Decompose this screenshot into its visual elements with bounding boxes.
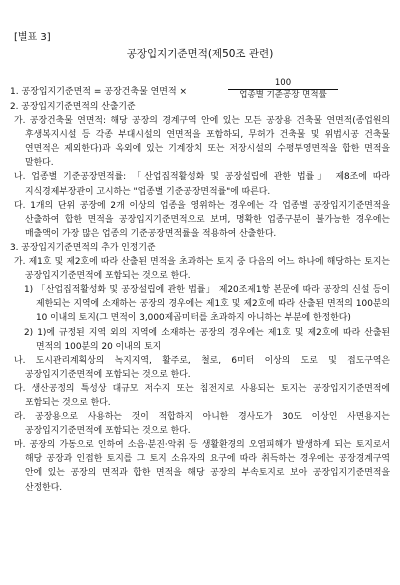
formula-numerator: 100	[274, 78, 292, 88]
document-body	[10, 100, 390, 495]
section-3-item-ra: 라. 공장용으로 사용하는 것이 적합하지 아니한 경사도가 30도 이상인 사면용지는 공장입지기준면적에 포함되는 것으로 한다.	[14, 412, 390, 437]
section-3-item-da: 다. 생산공정의 특성상 대규모 저수지 또는 침전지로 사용되는 토지는 공장입지기준면적에 포함되는 것으로 한다.	[14, 383, 390, 408]
section-3-heading: 3. 공장입지기준면적의 추가 인정기준	[10, 242, 156, 253]
formula-lhs: 1. 공장입지기준면적 = 공장건축물 연면적 ×	[10, 87, 188, 97]
section-3-sub-item-1: 1) 「산업집적활성화 및 공장설립에 관한 법률」 제20조제1항 본문에 따라 공장의 신설 등이 제한되는 지역에 소재하는 공장의 경우에는 제1호 및 제2호에 따라 산출된 면적의 100분의 10 이내의 토지(그 면적이 3,000제곱미터를 초과하지 아니하는 부분에 한정한다)	[24, 285, 390, 324]
formula-fraction	[228, 78, 338, 101]
section-2-item-ga: 가. 공장건축물 연면적: 해당 공장의 경계구역 안에 있는 모든 공장용 건축물 연면적(종업원의 후생복지시설 등 각종 부대시설의 연면적을 포함하되, 무허가 건축물 및 위법시공 건축물 연면적은 제외한다)과 옥외에 있는 기계장치 또는 저장시설의 수평투영면적을 합한 면적을 말한다.	[14, 116, 390, 169]
formula-denominator: 업종별 기준공장 면적률	[228, 89, 338, 101]
section-3-item-ma: 마. 공장의 가동으로 인하여 소음·분진·악취 등 생활환경의 오염피해가 발생하게 되는 토지로서 해당 공장과 인접한 토지를 그 토지 소유자의 요구에 따라 취득하는 경우에는 공장경계구역 안에 있는 공장의 면적과 합한 면적을 해당 공장의 부속토지로 보아 공장입지기준면적을 산정한다.	[14, 440, 390, 493]
document-title: 공장입지기준면적(제50조 관련)	[126, 48, 274, 60]
section-3-sub-item-2: 2) 1)에 규정된 지역 외의 지역에 소재하는 공장의 경우에는 제1호 및 제2호에 따라 산출된 면적의 100분의 20 이내의 토지	[24, 327, 390, 352]
section-2-item-na: 나. 업종별 기준공장면적률: 「산업집적활성화 및 공장설립에 관한 법률」 제8조에 따라 지식경제부장관이 고시하는 "업종별 기준공장면적률"에 따른다.	[14, 172, 390, 197]
appendix-label: [별표 3]	[14, 32, 51, 43]
formula-block	[10, 78, 390, 100]
section-3-item-ga: 가. 제1호 및 제2호에 따라 산출된 면적을 초과하는 토지 중 다음의 어느 하나에 해당하는 토지는 공장입지기준면적에 포함되는 것으로 한다.	[14, 257, 390, 282]
section-2-item-da: 다. 1개의 단위 공장에 2개 이상의 업종을 영위하는 경우에는 각 업종별 공장입지기준면적을 산출하여 합한 면적을 공장입지기준면적으로 보며, 명확한 업종구분이 불가능한 경우에는 매출액이 가장 많은 업종의 기준공장면적률을 적용하여 산출한다.	[14, 200, 390, 239]
section-3-item-na: 나. 도시관리계획상의 녹지지역, 활주로, 철로, 6미터 이상의 도로 및 접도구역은 공장입지기준면적에 포함되는 것으로 한다.	[14, 355, 390, 380]
section-2-heading: 2. 공장입지기준면적의 산출기준	[10, 102, 136, 112]
